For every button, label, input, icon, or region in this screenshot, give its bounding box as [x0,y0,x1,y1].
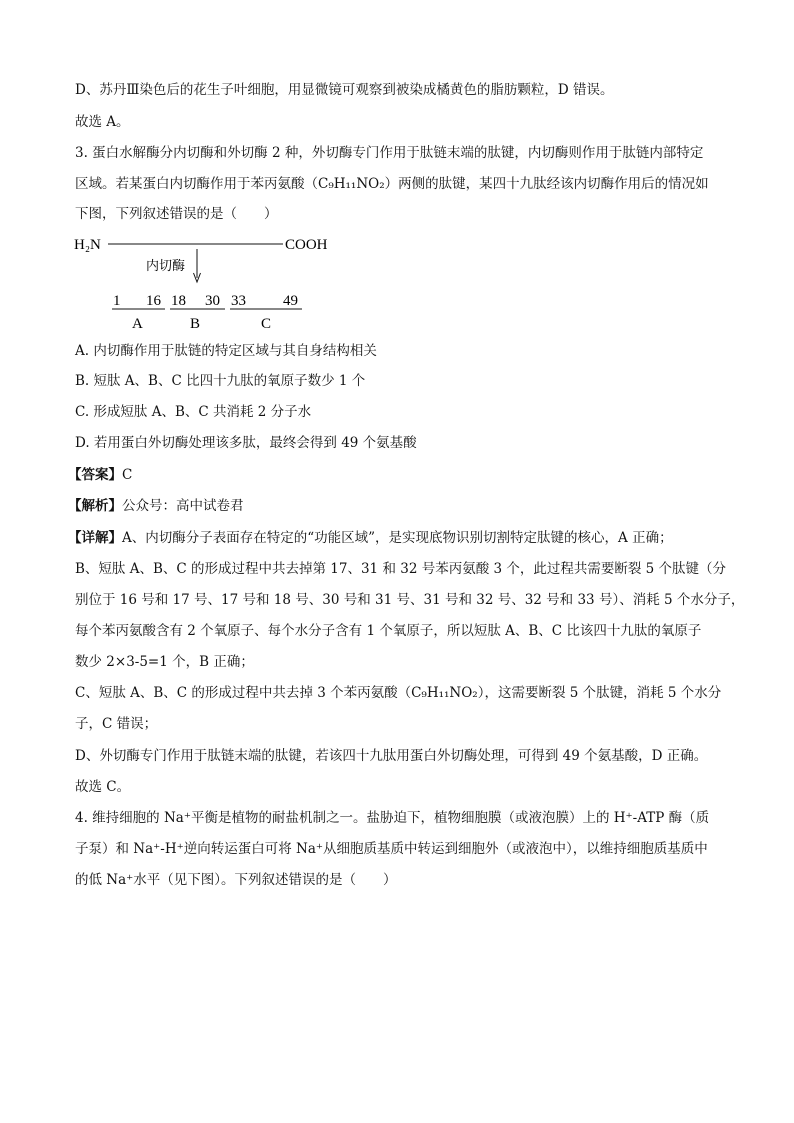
answer-value: C [122,467,133,483]
peptide-cleavage-diagram [70,232,360,337]
q3-analysis [68,496,244,516]
answer-tag: 【答案】 [68,467,122,483]
detail-tag: 【详解】 [68,530,122,546]
q3-option-c: C. 形成短肽 A、B、C 共消耗 2 分子水 [75,404,312,420]
q3-stem-line-3: 下图，下列叙述错误的是（ ） [75,206,278,222]
segment-c-name: C [261,316,272,332]
q4-stem-line-2: 子泵）和 Na⁺-H⁺逆向转运蛋白可将 Na⁺从细胞质基质中转运到细胞外（或液泡中），以维持细胞质基质中 [75,841,708,857]
prev-option-d: D、苏丹Ⅲ染色后的花生子叶细胞，用显微镜可观察到被染成橘黄色的脂肪颗粒，D 错误。 [75,82,614,98]
detail-a-text: A、内切酶分子表面存在特定的“功能区域”，是实现底物识别切割特定肽键的核心，A 正确； [122,530,673,546]
q3-detail-line-5: C、短肽 A、B、C 的形成过程中共去掉 3 个苯丙氨酸（C₉H₁₁NO₂），这需要断裂 5 个肽键，消耗 5 个水分 [75,685,722,701]
q3-answer [68,465,132,485]
q3-stem-line-1: 3. 蛋白水解酶分内切酶和外切酶 2 种，外切酶专门作用于肽链末端的肽键，内切酶则作用于肽链内部特定 [75,145,704,161]
segment-b-end: 30 [205,293,220,309]
analysis-tag: 【解析】 [68,498,122,514]
q3-detail-line-6: 子，C 错误； [75,716,158,732]
segment-a-name: A [132,316,143,332]
q3-option-a: A. 内切酶作用于肽链的特定区域与其自身结构相关 [75,343,377,359]
q3-option-d: D. 若用蛋白外切酶处理该多肽，最终会得到 49 个氨基酸 [75,435,417,451]
q4-stem-line-1: 4. 维持细胞的 Na⁺平衡是植物的耐盐机制之一。盐胁迫下，植物细胞膜（或液泡膜）上的 H⁺-ATP 酶（质 [75,810,710,826]
q4-stem-line-3: 的低 Na⁺水平（见下图）。下列叙述错误的是（ ） [75,872,397,888]
prev-conclusion: 故选 A。 [75,114,130,130]
segment-a-start: 1 [113,293,121,309]
peptide-diagram-svg [70,232,360,337]
segment-b-start: 18 [171,293,186,309]
enzyme-label: 内切酶 [146,258,186,273]
q3-conclusion: 故选 C。 [75,779,131,795]
q3-detail-line-7: D、外切酶专门作用于肽链末端的肽键，若该四十九肽用蛋白外切酶处理，可得到 49 个氨基酸，D 正确。 [75,748,708,764]
q3-detail-line-3: 每个苯丙氨酸含有 2 个氧原子、每个水分子含有 1 个氧原子，所以短肽 A、B、C 比该四十九肽的氧原子 [75,623,702,639]
segment-c-end: 49 [283,293,298,309]
analysis-value: 公众号：高中试卷君 [122,498,244,514]
segment-c-start: 33 [231,293,246,309]
q3-detail-line-2: 别位于 16 号和 17 号、17 号和 18 号、30 号和 31 号、31 号和 32 号、32 号和 33 号）、消耗 5 个水分子， [75,592,745,608]
q3-detail-a [68,528,673,548]
q3-option-b: B. 短肽 A、B、C 比四十九肽的氧原子数少 1 个 [75,373,366,389]
segment-b-name: B [190,316,201,332]
c-terminus-label: COOH [285,237,328,253]
n-terminus-label: H₂N [74,237,101,253]
q3-stem-line-2: 区域。若某蛋白内切酶作用于苯丙氨酸（C₉H₁₁NO₂）两侧的肽键，某四十九肽经该内切酶作用后的情况如 [75,176,709,192]
q3-detail-line-4: 数少 2×3-5=1 个，B 正确； [75,654,254,670]
segment-a-end: 16 [146,293,161,309]
q3-detail-line-1: B、短肽 A、B、C 的形成过程中共去掉第 17、31 和 32 号苯丙氨酸 3 个，此过程共需要断裂 5 个肽键（分 [75,561,727,577]
